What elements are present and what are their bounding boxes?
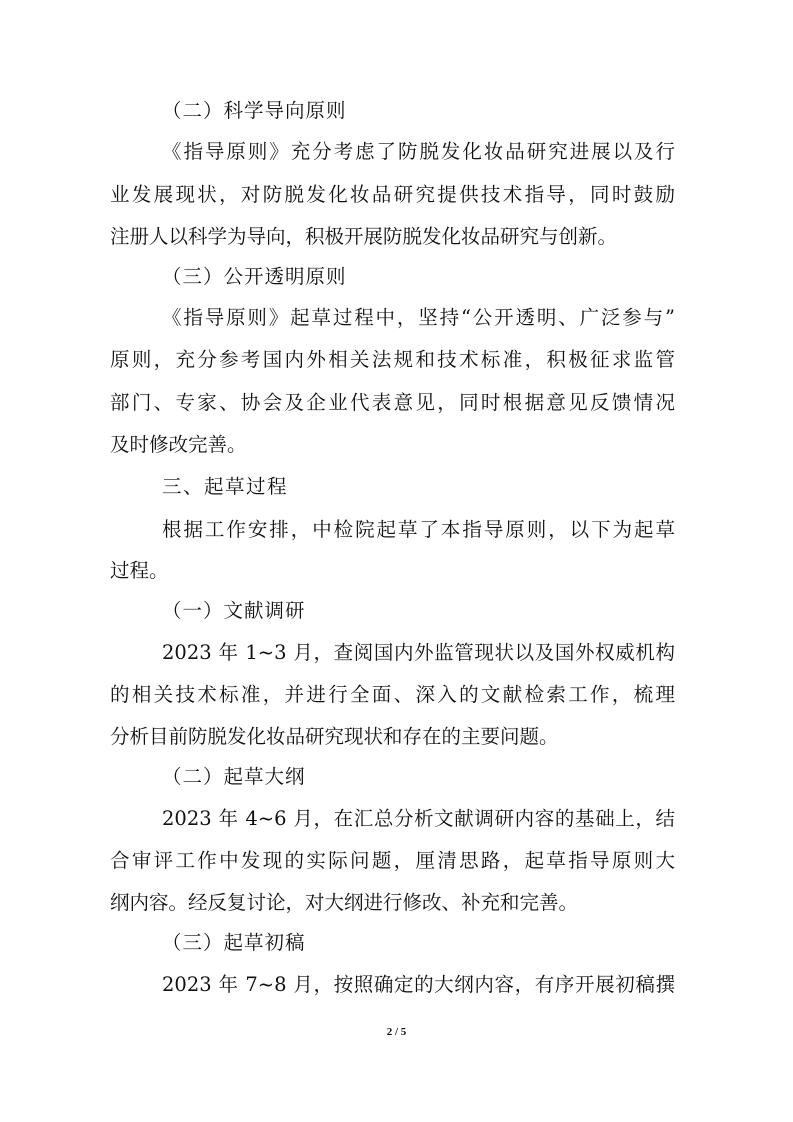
paragraph-line: 根据工作安排，中检院起草了本指导原则，以下为起草 bbox=[162, 518, 675, 541]
paragraph-line: 部门、专家、协会及企业代表意见，同时根据意见反馈情况 bbox=[110, 391, 675, 414]
paragraph-line: 2023 年 7~8 月，按照确定的大纲内容，有序开展初稿撰 bbox=[162, 973, 675, 996]
section-heading-drafting-process: 三、起草过程 bbox=[162, 475, 289, 498]
section-heading-literature-research: （一）文献调研 bbox=[162, 599, 306, 622]
paragraph-line: 过程。 bbox=[110, 559, 169, 582]
paragraph-line: 的相关技术标准，并进行全面、深入的文献检索工作，梳理 bbox=[110, 683, 675, 706]
paragraph-line: 合审评工作中发现的实际问题，厘清思路，起草指导原则大 bbox=[110, 849, 675, 872]
paragraph-line: 业发展现状，对防脱发化妆品研究提供技术指导，同时鼓励 bbox=[110, 183, 675, 206]
paragraph-line: 注册人以科学为导向，积极开展防脱发化妆品研究与创新。 bbox=[110, 225, 618, 248]
paragraph-line: 分析目前防脱发化妆品研究现状和存在的主要问题。 bbox=[110, 725, 559, 748]
section-heading-outline: （二）起草大纲 bbox=[162, 765, 306, 788]
paragraph-line: 《指导原则》充分考虑了防脱发化妆品研究进展以及行 bbox=[162, 140, 675, 163]
paragraph-line: 原则，充分参考国内外相关法规和技术标准，积极征求监管 bbox=[110, 348, 675, 371]
paragraph-line: 《指导原则》起草过程中，坚持“公开透明、广泛参与” bbox=[162, 306, 675, 329]
paragraph-line: 及时修改完善。 bbox=[110, 433, 247, 456]
paragraph-line: 纲内容。经反复讨论，对大纲进行修改、补充和完善。 bbox=[110, 891, 579, 914]
paragraph-line: 2023 年 4~6 月，在汇总分析文献调研内容的基础上，结 bbox=[162, 807, 675, 830]
paragraph-line: 2023 年 1~3 月，查阅国内外监管现状以及国外权威机构 bbox=[162, 641, 675, 664]
page-number: 2 / 5 bbox=[386, 1026, 407, 1038]
section-heading-open-principle: （三）公开透明原则 bbox=[162, 265, 347, 288]
section-heading-first-draft: （三）起草初稿 bbox=[162, 931, 306, 954]
section-heading-science-principle: （二）科学导向原则 bbox=[162, 99, 347, 122]
